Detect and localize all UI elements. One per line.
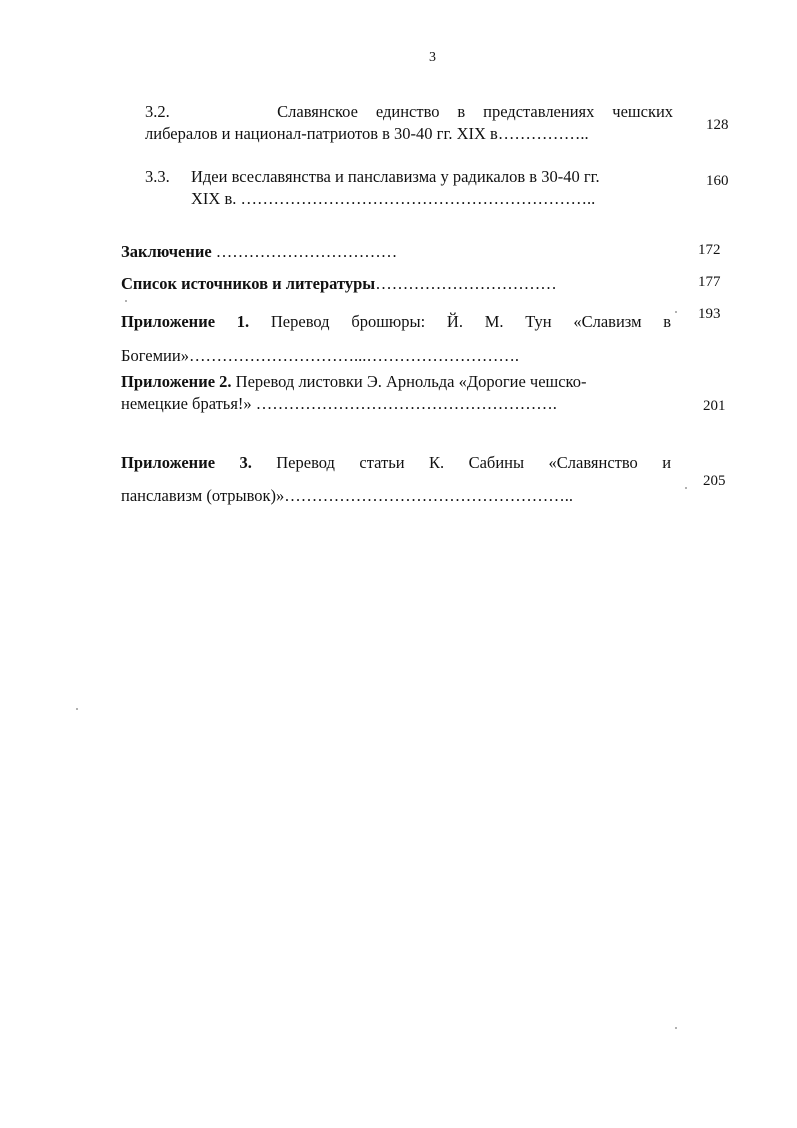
toc-entry-number: 3.2.	[145, 102, 170, 121]
toc-word: Й.	[446, 312, 463, 331]
toc-word: статьи	[359, 453, 405, 472]
scan-speck	[675, 1027, 677, 1029]
toc-entry-appendix-1-line1	[121, 305, 671, 339]
toc-word: «Славянство	[548, 453, 638, 472]
toc-word: М.	[484, 312, 504, 331]
toc-leader-dots: ……………………………	[211, 242, 398, 261]
toc-word: и	[662, 453, 672, 472]
toc-entry-appendix-3	[121, 446, 671, 512]
toc-word: К.	[429, 453, 445, 472]
toc-word: брошюры:	[351, 312, 426, 331]
toc-entry-conclusion	[121, 241, 397, 263]
scan-speck	[685, 487, 687, 489]
scan-speck	[125, 300, 127, 302]
toc-word: в	[663, 312, 672, 331]
toc-entry-3-2	[145, 101, 673, 146]
toc-entry-appendix-2	[121, 371, 586, 416]
toc-word: Тун	[525, 312, 552, 331]
toc-entry-title: Список источников и литературы	[121, 274, 376, 293]
scan-speck	[76, 708, 78, 710]
toc-page-number: 172	[698, 242, 721, 258]
toc-word: единство	[375, 102, 440, 121]
toc-entry-3-3	[145, 166, 673, 211]
toc-entry-text: Перевод листовки Э. Арнольда «Дорогие чешско-	[231, 372, 587, 391]
toc-word: «Славизм	[573, 312, 642, 331]
toc-entry-3-3-line2: XIX в. ………………………………………………………..	[191, 189, 596, 209]
toc-word: представлениях	[483, 102, 595, 121]
toc-entry-3-2-line1	[145, 101, 673, 123]
toc-word: Славянское	[277, 102, 358, 121]
toc-entry-title: Идеи всеславянства и панславизма у радикалов в 30-40 гг.	[191, 167, 600, 186]
toc-word: Сабины	[468, 453, 525, 472]
toc-word: Перевод	[270, 312, 330, 331]
scan-speck	[675, 311, 677, 313]
toc-word: Перевод	[276, 453, 335, 472]
toc-word: чешских	[612, 102, 674, 121]
toc-page-number: 205	[703, 473, 726, 489]
toc-entry-appendix-3-line2: панславизм (отрывок)»……………………………………………..	[121, 486, 574, 505]
toc-entry-appendix-2-line2: немецкие братья!» ……………………………………………….	[121, 394, 557, 414]
toc-entry-sources	[121, 273, 557, 295]
toc-entry-3-2-line2: либералов и национал-патриотов в 30-40 гг. XIX в……………..	[145, 124, 589, 144]
toc-entry-title: Приложение 3.	[121, 453, 252, 472]
toc-entry-appendix-3-line1	[121, 446, 671, 479]
toc-page-number: 201	[703, 398, 726, 414]
toc-entry-title: Заключение	[121, 242, 212, 261]
toc-entry-title: Приложение 2.	[121, 372, 232, 391]
toc-entry-3-3-line1	[145, 166, 673, 188]
toc-entry-appendix-1	[121, 305, 671, 373]
toc-entry-title: Приложение 1.	[121, 312, 250, 331]
toc-leader-dots: ……………………………	[375, 274, 557, 293]
toc-page-number: 160	[706, 173, 729, 189]
toc-page-number: 193	[698, 306, 721, 322]
toc-page-number: 128	[706, 117, 729, 133]
toc-entry-number: 3.3.	[145, 167, 170, 186]
toc-entry-appendix-1-line2: Богемии»…………………………...……………………….	[121, 345, 519, 365]
page-number: 3	[429, 50, 436, 65]
toc-word: в	[457, 102, 466, 121]
toc-page-number: 177	[698, 274, 721, 290]
